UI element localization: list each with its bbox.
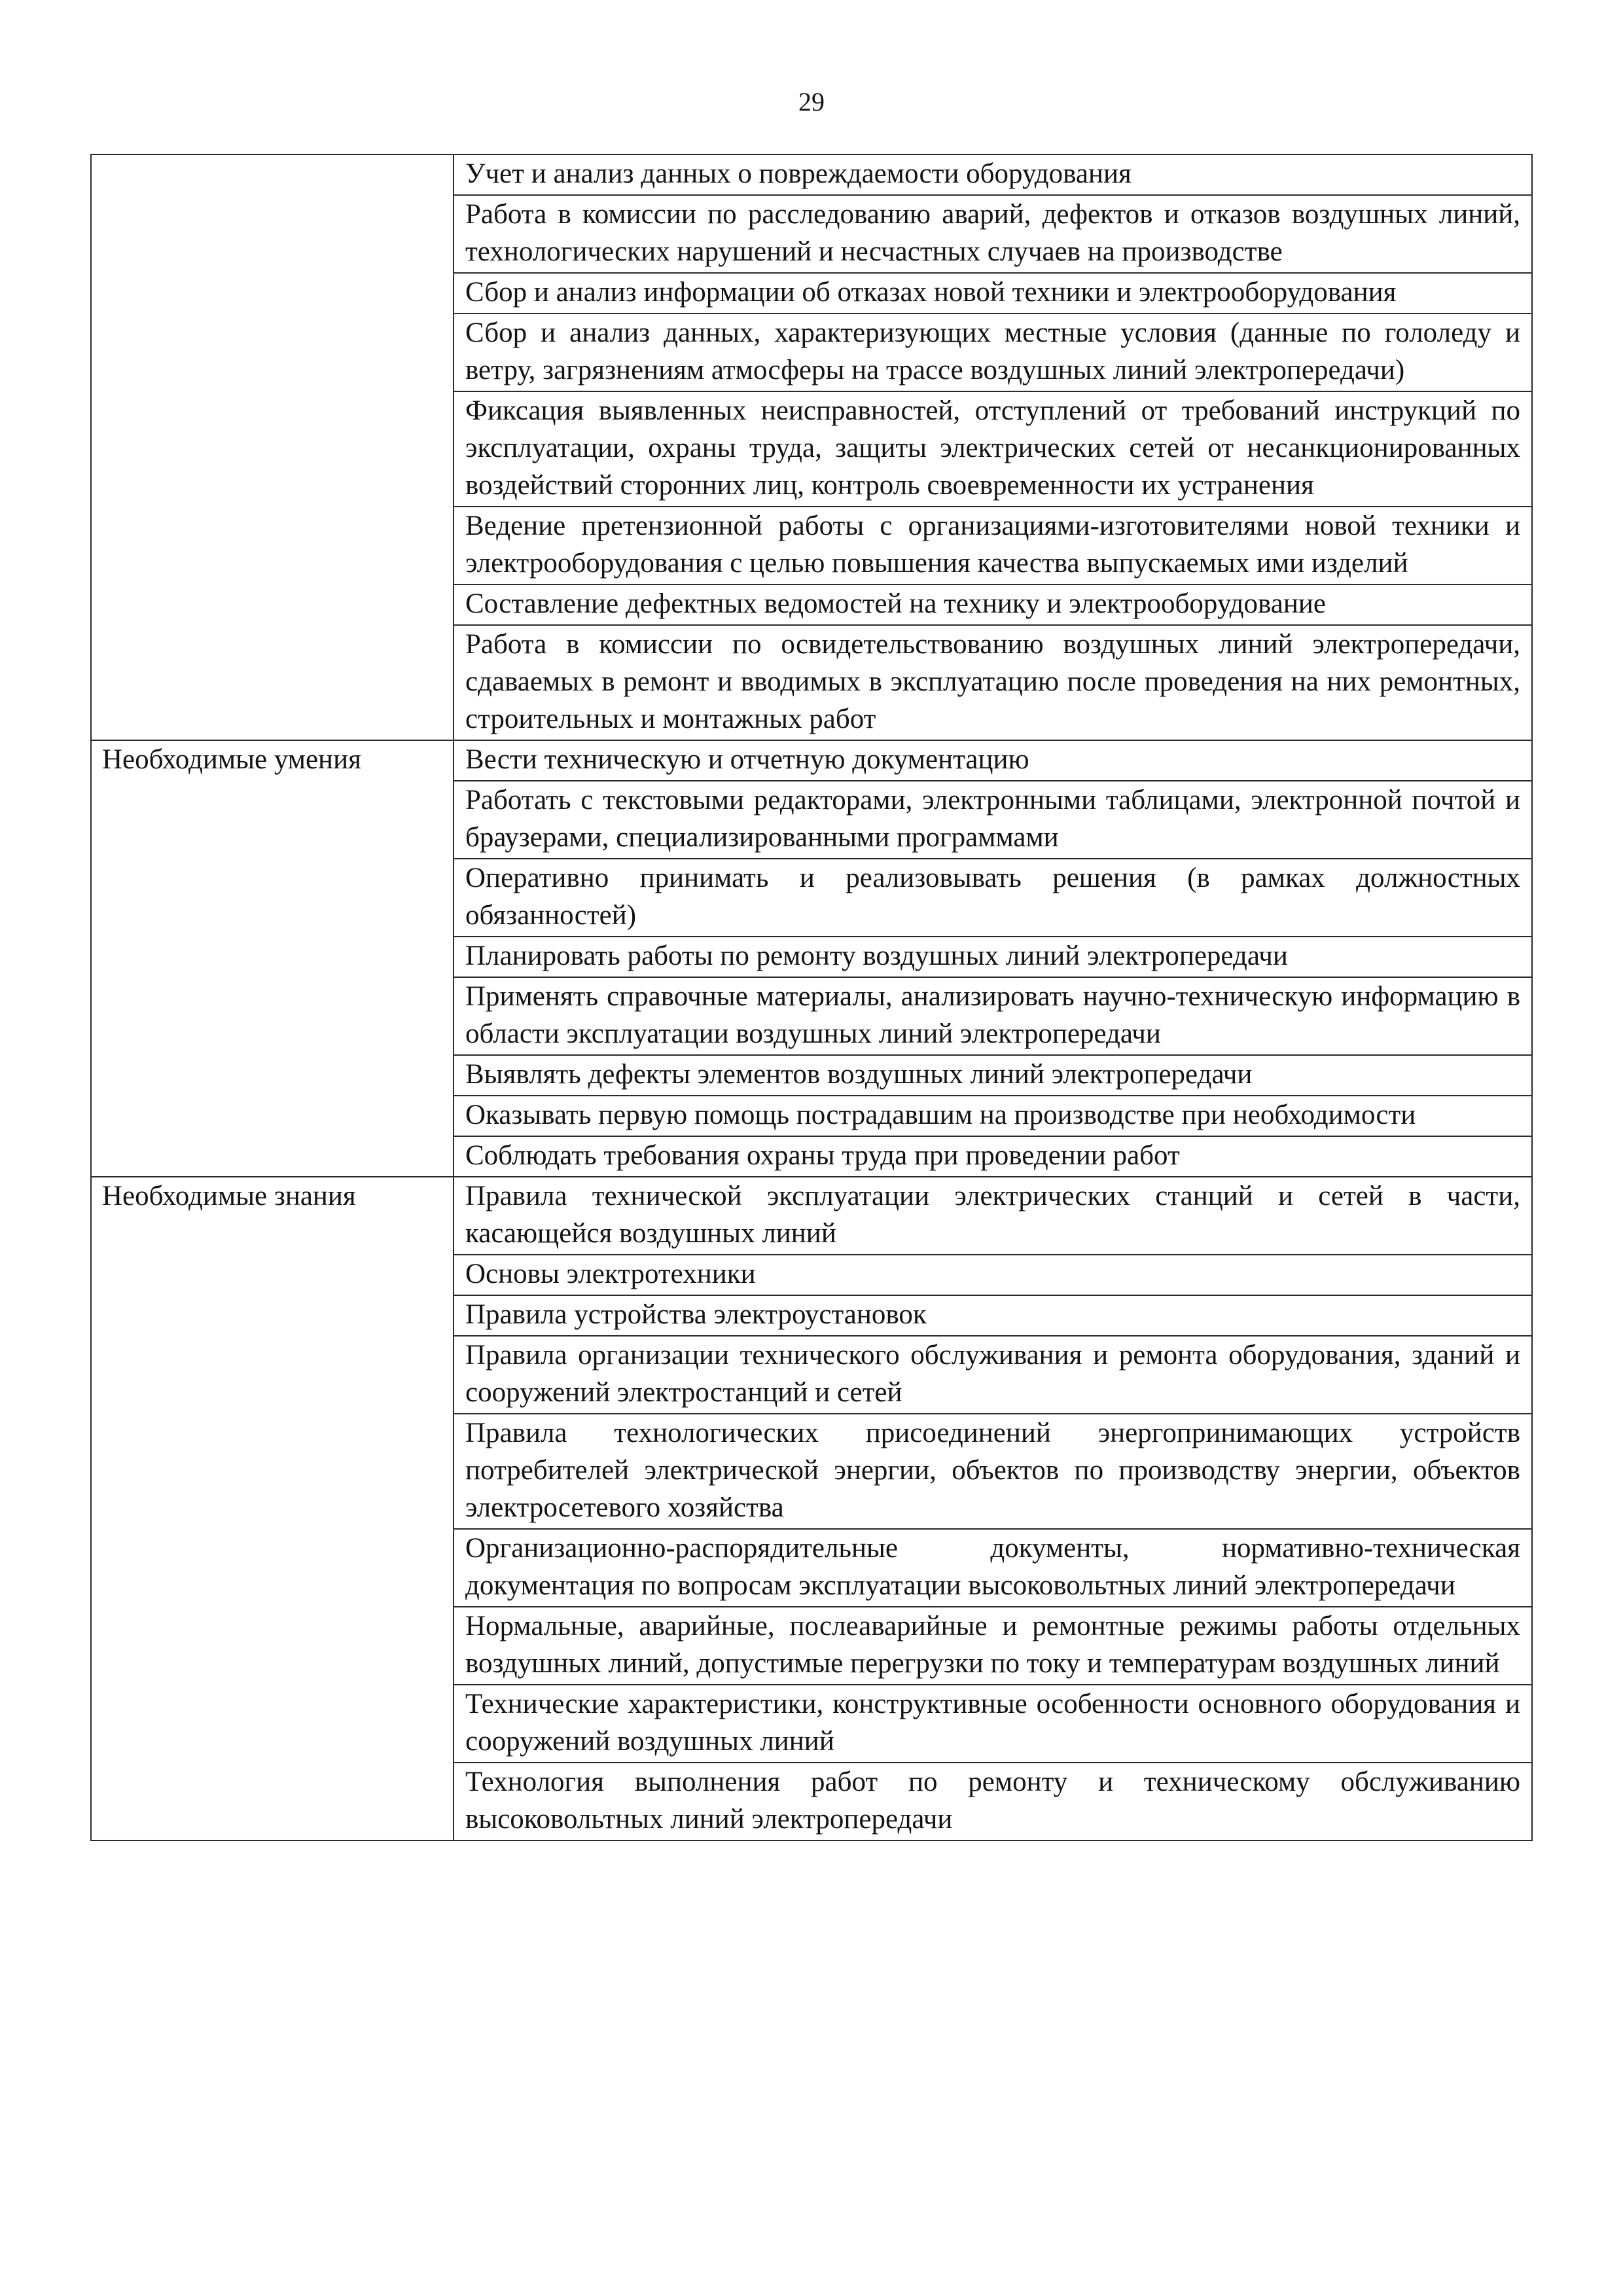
table-cell: Соблюдать требования охраны труда при проведении работ (454, 1136, 1532, 1177)
table-row (91, 1177, 1532, 1255)
table-cell: Выявлять дефекты элементов воздушных линий электропередачи (454, 1055, 1532, 1096)
table-cell: Составление дефектных ведомостей на технику и электрооборудование (454, 584, 1532, 625)
table-cell: Применять справочные материалы, анализировать научно-техническую информацию в области эксплуатации воздушных линий электропередачи (454, 977, 1532, 1055)
page-number: 29 (798, 87, 825, 117)
labor-functions-table (90, 154, 1533, 1841)
table-cell: Оказывать первую помощь пострадавшим на производстве при необходимости (454, 1096, 1532, 1136)
table-cell: Сбор и анализ информации об отказах новой техники и электрооборудования (454, 273, 1532, 314)
table-row (91, 740, 1532, 781)
table-row (91, 154, 1532, 195)
table-cell: Работать с текстовыми редакторами, электронными таблицами, электронной почтой и браузерами, специализированными программами (454, 781, 1532, 859)
table-cell: Работа в комиссии по расследованию аварий, дефектов и отказов воздушных линий, технологических нарушений и несчастных случаев на производстве (454, 195, 1532, 273)
table-cell: Организационно-распорядительные документы, нормативно-техническая документация по вопросам эксплуатации высоковольтных линий электропередачи (454, 1529, 1532, 1607)
table-cell: Основы электротехники (454, 1255, 1532, 1295)
table-cell: Фиксация выявленных неисправностей, отступлений от требований инструкций по эксплуатации, охраны труда, защиты электрических сетей от несанкционированных воздействий сторонних лиц, контроль своевременности их устранения (454, 391, 1532, 507)
table-cell: Ведение претензионной работы с организациями-изготовителями новой техники и электрооборудования с целью повышения качества выпускаемых ими изделий (454, 507, 1532, 584)
table-cell: Вести техническую и отчетную документацию (454, 740, 1532, 781)
table-cell: Правила технической эксплуатации электрических станций и сетей в части, касающейся воздушных линий (454, 1177, 1532, 1255)
table-cell: Технические характеристики, конструктивные особенности основного оборудования и сооружений воздушных линий (454, 1685, 1532, 1763)
table-cell: Учет и анализ данных о повреждаемости оборудования (454, 154, 1532, 195)
section-label: Необходимые знания (91, 1177, 454, 1840)
table-cell: Сбор и анализ данных, характеризующих местные условия (данные по гололеду и ветру, загрязнениям атмосферы на трассе воздушных линий электропередачи) (454, 314, 1532, 391)
table-cell: Планировать работы по ремонту воздушных линий электропередачи (454, 937, 1532, 977)
table-cell: Технология выполнения работ по ремонту и техническому обслуживанию высоковольтных линий электропередачи (454, 1763, 1532, 1840)
table-cell: Правила устройства электроустановок (454, 1295, 1532, 1336)
table-cell: Правила технологических присоединений энергопринимающих устройств потребителей электрической энергии, объектов по производству энергии, объектов электросетевого хозяйства (454, 1414, 1532, 1529)
section-label (91, 154, 454, 740)
table-cell: Правила организации технического обслуживания и ремонта оборудования, зданий и сооружений электростанций и сетей (454, 1336, 1532, 1414)
table-cell: Оперативно принимать и реализовывать решения (в рамках должностных обязанностей) (454, 859, 1532, 937)
table-body (91, 154, 1532, 1840)
section-label: Необходимые умения (91, 740, 454, 1177)
table-cell: Работа в комиссии по освидетельствованию воздушных линий электропередачи, сдаваемых в ремонт и вводимых в эксплуатацию после проведения на них ремонтных, строительных и монтажных работ (454, 625, 1532, 740)
table-cell: Нормальные, аварийные, послеаварийные и ремонтные режимы работы отдельных воздушных линий, допустимые перегрузки по току и температурам воздушных линий (454, 1607, 1532, 1685)
